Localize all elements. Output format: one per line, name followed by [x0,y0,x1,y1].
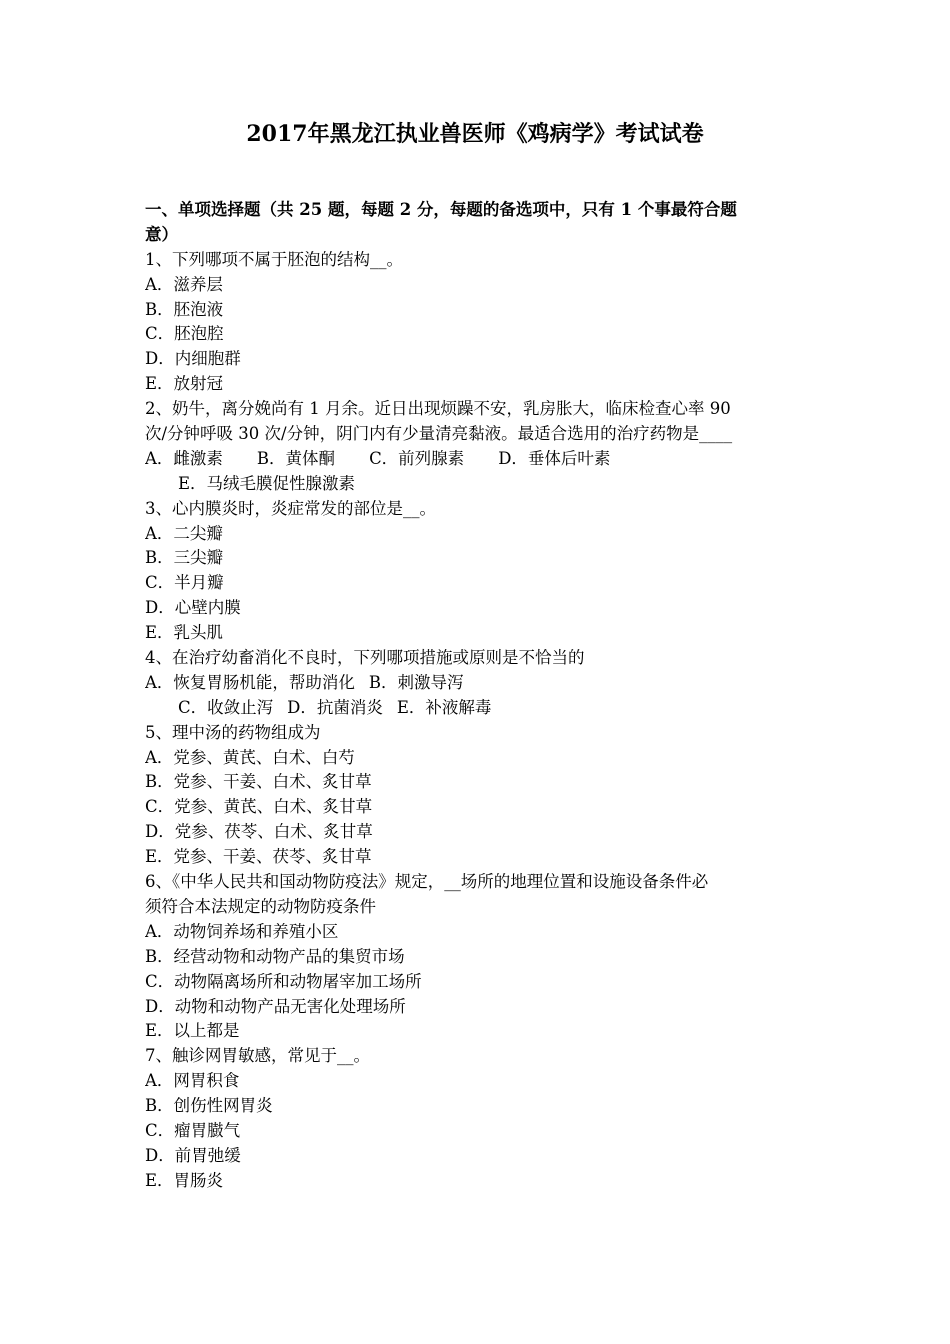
question-2-option-d: D．垂体后叶素 [498,448,611,468]
section-heading-continued: 意） [145,224,178,244]
question-7-option-a: A．网胃积食 [145,1071,240,1091]
question-3-option-a: A．二尖瓣 [145,523,223,543]
question-6-option-d: D．动物和动物产品无害化处理场所 [145,996,406,1016]
document-title: 2017年黑龙江执业兽医师《鸡病学》考试试卷 [246,121,704,147]
question-5-option-e: E．党参、干姜、茯苓、炙甘草 [145,847,372,867]
question-1-option-a: A．滋养层 [145,274,223,294]
question-4-option-b: B．刺激导泻 [368,672,464,692]
question-3-option-c: C．半月瓣 [145,573,224,593]
question-7-option-c: C．瘤胃臌气 [145,1120,241,1140]
question-2-options-row [145,447,810,472]
question-7-option-e: E．胃肠炎 [145,1170,224,1190]
question-6-option-c: C．动物隔离场所和动物屠宰加工场所 [145,971,422,991]
document-content [145,198,810,1194]
question-5-option-c: C．党参、黄芪、白术、炙甘草 [145,797,373,817]
question-7-option-b: B．创伤性网胃炎 [145,1096,273,1116]
question-3-option-e: E．乳头肌 [145,623,224,643]
question-2-option-a: A．雌激素 [145,448,223,468]
question-3-option-d: D．心壁内膜 [145,598,241,618]
question-1-option-b: B．胚泡液 [145,299,224,319]
question-6-option-b: B．经营动物和动物产品的集贸市场 [145,946,405,966]
question-5-stem: 5、理中汤的药物组成为 [145,722,321,742]
question-6-option-e: E．以上都是 [145,1021,240,1041]
question-1-stem: 1、下列哪项不属于胚泡的结构__。 [145,249,403,269]
question-4-option-c: C．收敛止泻 [178,697,274,717]
question-6-option-a: A．动物饲养场和养殖小区 [145,921,339,941]
question-1-option-c: C．胚泡腔 [145,324,224,344]
question-2-stem: 2、奶牛，离分娩尚有 1 月余。近日出现烦躁不安，乳房胀大，临床检查心率 90 [145,399,731,419]
question-7-option-d: D．前胃弛缓 [145,1145,241,1165]
question-4-option-d: D．抗菌消炎 [287,697,383,717]
question-1-option-e: E．放射冠 [145,374,224,394]
question-6-stem-continued: 须符合本法规定的动物防疫条件 [145,896,376,916]
question-3-stem: 3、心内膜炎时，炎症常发的部位是__。 [145,498,436,518]
question-7-stem: 7、触诊网胃敏感，常见于__。 [145,1046,370,1066]
question-4-option-a: A．恢复胃肠机能，帮助消化 [145,672,355,692]
question-5-option-b: B．党参、干姜、白术、炙甘草 [145,772,372,792]
question-5-option-d: D．党参、茯苓、白术、炙甘草 [145,822,373,842]
question-2-option-b: B．黄体酮 [256,448,336,468]
question-3-option-b: B．三尖瓣 [145,548,224,568]
question-6-stem: 6、《中华人民共和国动物防疫法》规定，__场所的地理位置和设施设备条件必 [145,872,709,892]
question-4-options-row-2 [145,696,810,721]
question-2-option-c: C．前列腺素 [369,448,465,468]
question-4-options-row [145,671,810,696]
question-2-stem-continued: 次/分钟呼吸 30 次/分钟，阴门内有少量清亮黏液。最适合选用的治疗药物是____ [145,424,733,444]
question-4-option-e: E．补液解毒 [396,697,492,717]
section-heading: 一、单项选择题（共 25 题，每题 2 分，每题的备选项中，只有 1 个事最符合题 [145,200,737,219]
question-2-option-e: E．马绒毛膜促性腺激素 [178,473,356,493]
question-4-stem: 4、在治疗幼畜消化不良时，下列哪项措施或原则是不恰当的 [145,648,585,668]
question-1-option-d: D．内细胞群 [145,349,241,369]
question-5-option-a: A．党参、黄芪、白术、白芍 [145,747,355,767]
